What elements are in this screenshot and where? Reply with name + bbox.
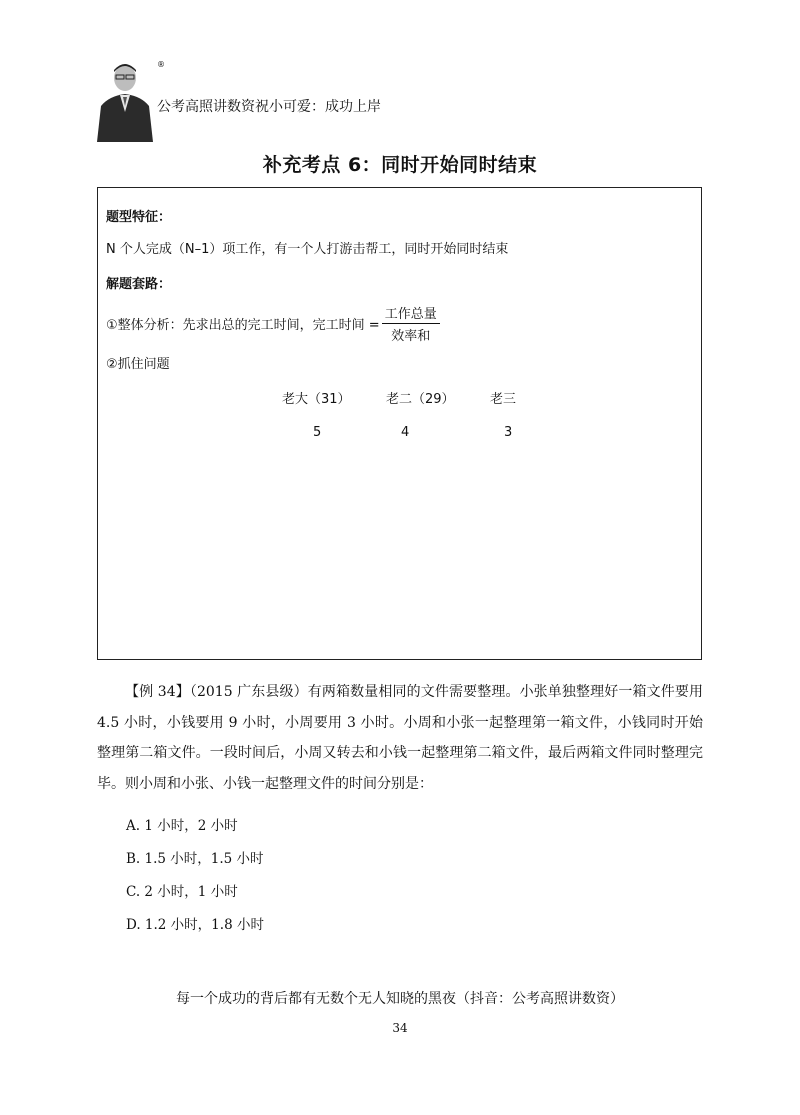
header-slogan: 公考高照讲数资祝小可爱：成功上岸 xyxy=(157,99,381,115)
completion-time-fraction xyxy=(382,303,440,344)
step2-text: ②抓住问题 xyxy=(106,357,170,372)
brother-value: 3 xyxy=(504,425,513,440)
page-header xyxy=(95,60,695,144)
option-c: C. 2 小时，1 小时 xyxy=(126,884,238,900)
option-d: D. 1.2 小时，1.8 小时 xyxy=(126,917,264,933)
step1-prefix: ①整体分析：先求出总的完工时间，完工时间 = xyxy=(106,318,380,333)
option-a: A. 1 小时，2 小时 xyxy=(126,818,238,834)
brother-value: 5 xyxy=(313,425,322,440)
brother-value: 4 xyxy=(401,425,410,440)
footer-slogan: 每一个成功的背后都有无数个无人知晓的黑夜（抖音：公考高照讲数资） xyxy=(176,991,624,1007)
fraction-numerator: 工作总量 xyxy=(382,303,440,324)
page-number: 34 xyxy=(392,1021,408,1035)
fraction-denominator: 效率和 xyxy=(391,329,431,344)
example-question: 【例 34】（2015 广东县级）有两箱数量相同的文件需要整理。小张单独整理好一箱文件要用 4.5 小时，小钱要用 9 小时，小周要用 3 小时。小周和小张一起整理第一箱文件，小钱同时开始整理第二箱文件。一段时间后，小周又转去和小钱一起整理第二箱文件，最后两箱文件同时整理完毕。则小周和小张、小钱一起整理文件的时间分别是： xyxy=(97,684,703,792)
brother-name: 老大（31） xyxy=(282,392,351,407)
step1-formula xyxy=(106,303,440,344)
concept-box xyxy=(97,187,702,660)
feature-text: N 个人完成（N–1）项工作，有一个人打游击帮工，同时开始同时结束 xyxy=(106,242,509,257)
option-b: B. 1.5 小时，1.5 小时 xyxy=(126,851,264,867)
brother-name: 老三 xyxy=(490,392,517,407)
teacher-avatar xyxy=(95,60,155,142)
feature-heading: 题型特征： xyxy=(106,210,172,225)
page-title: 补充考点 6：同时开始同时结束 xyxy=(262,154,538,176)
method-heading: 解题套路： xyxy=(106,277,172,292)
brother-name: 老二（29） xyxy=(386,392,455,407)
registered-mark: ® xyxy=(157,60,165,69)
